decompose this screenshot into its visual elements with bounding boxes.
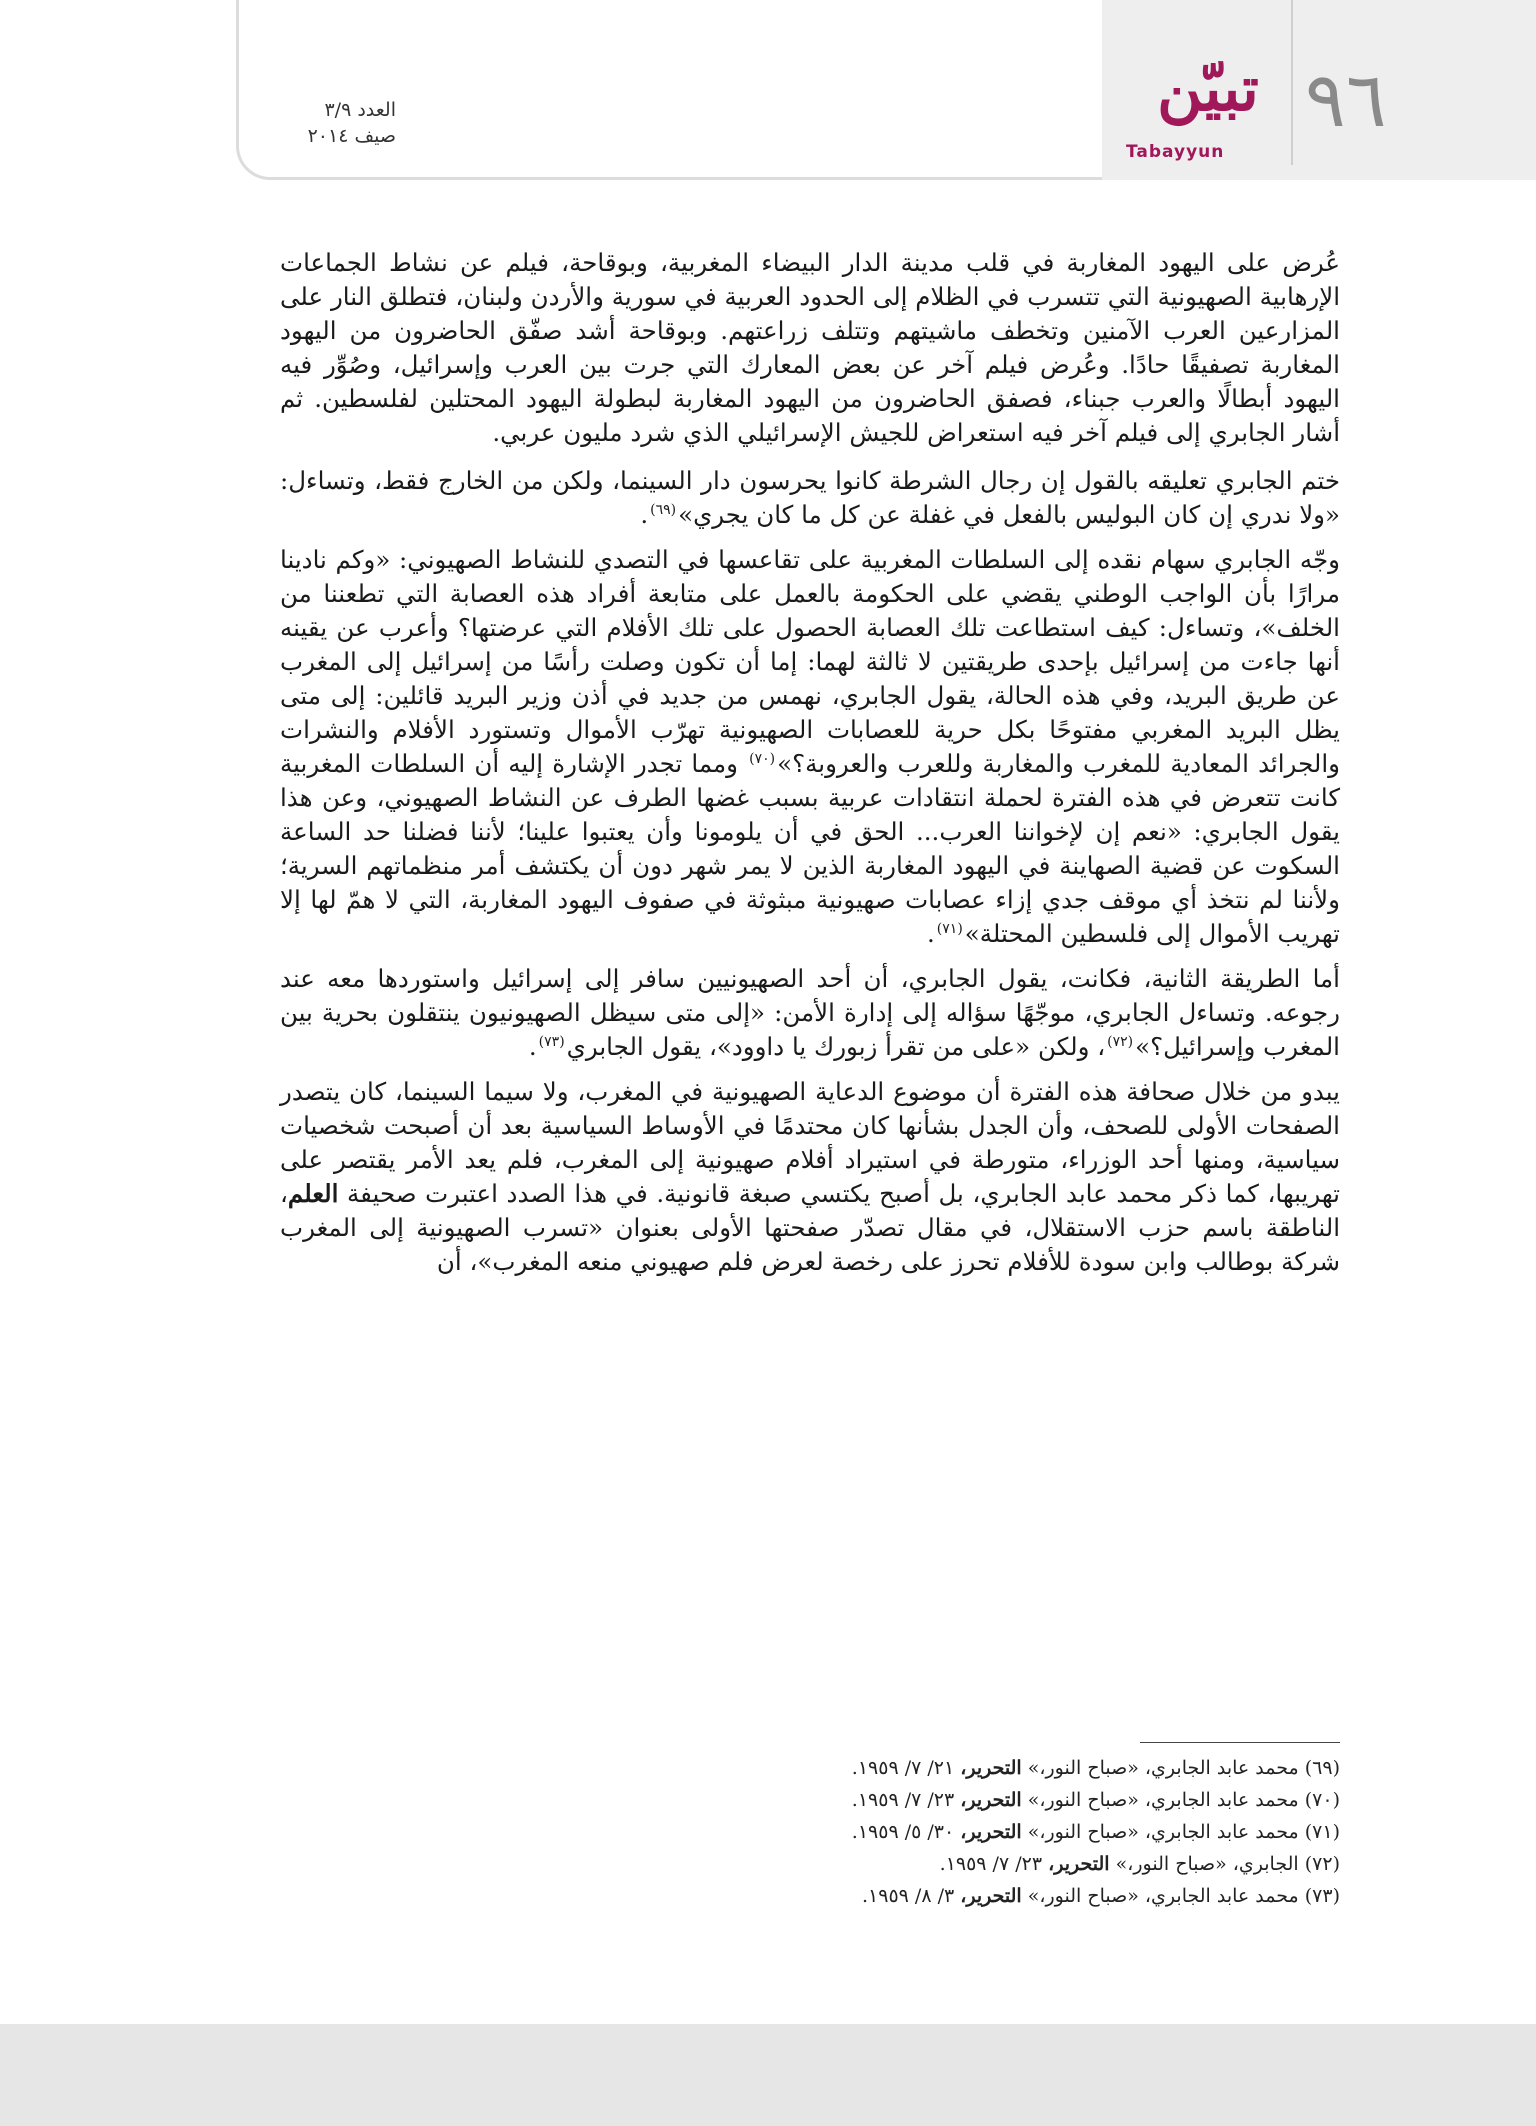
footnote-date: ٢٣/ ٧/ ١٩٥٩. [939,1853,1043,1875]
footnote-num: (٧٢) [1304,1853,1340,1875]
page-number: ٩٦ [1305,55,1387,144]
paragraph-3 [280,543,1340,951]
footnote-72 [500,1848,1340,1880]
paragraph-5-text-after: ، الناطقة باسم حزب الاستقلال، في مقال تصدّر صفحتها الأولى بعنوان «تسرب الصهيونية إلى المغرب شركة بوطالب وابن سودة للأفلام تحرز على رخصة لعرض فلم صهيوني منعه المغرب»، أن [280,1179,1340,1276]
paragraph-5-text-before: يبدو من خلال صحافة هذه الفترة أن موضوع الدعاية الصهيونية في المغرب، ولا سيما السينما، كان يتصدر الصفحات الأولى للصحف، وأن الجدل بشأنها كان محتدمًا في الأوساط السياسية بعد أن أصبحت شخصيات سياسية، ومنها أحد الوزراء، متورطة في استيراد أفلام صهيونية إلى المغرب، فلم يعد الأمر يقتصر على تهريبها، كما ذكر محمد عابد الجابري، بل أصبح يكتسي صبغة قانونية. في هذا الصدد اعتبرت صحيفة [280,1077,1340,1208]
issue-label: العدد ٣/٩ [324,99,396,121]
footnote-author: محمد عابد الجابري، «صباح النور،» [1027,1821,1299,1843]
footnote-separator [1140,1742,1340,1743]
footnote-author: محمد عابد الجابري، «صباح النور،» [1027,1885,1299,1907]
logo-arabic: تبيّن [1157,52,1259,125]
footnote-journal: التحرير، [960,1789,1022,1811]
paragraph-3-tail: ومما تجدر الإشارة إليه أن السلطات المغربية كانت تتعرض في هذه الفترة لحملة انتقادات عربية بسبب غضها الطرف عن النشاط الصهيوني، وعن هذا يقول الجابري: «نعم إن لإخواننا العرب... الحق في أن يلومونا وأن يعتبوا علينا؛ لأننا فضلنا حد الساعة السكوت عن قضية الصهاينة في اليهود المغاربة الذين لا يمر شهر دون أن يكتشف أمر منظماتهم السرية؛ ولأننا لم نتخذ أي موقف جدي إزاء عصابات صهيونية مبثوثة في صفوف اليهود المغاربة، التي لا همّ لها إلا تهريب الأموال إلى فلسطين المحتلة» [280,749,1340,948]
footnote-ref-71[interactable]: (٧١) [936,920,963,937]
paragraph-2-text: ختم الجابري تعليقه بالقول إن رجال الشرطة كانوا يحرسون دار السينما، ولكن من الخارج فقط، وتساءل: «ولا ندري إن كان البوليس بالفعل في غفلة عن كل ما كان يجري» [280,466,1340,529]
footnote-author: محمد عابد الجابري، «صباح النور،» [1027,1789,1299,1811]
footnote-ref-70[interactable]: (٧٠) [749,750,776,767]
footnote-date: ٣٠/ ٥/ ١٩٥٩. [851,1821,955,1843]
footnote-journal: التحرير، [1048,1853,1110,1875]
paragraph-1 [280,246,1340,450]
footnote-date: ٢١/ ٧/ ١٩٥٩. [851,1757,955,1779]
footnote-journal: التحرير، [960,1821,1022,1843]
paragraph-4-text: أما الطريقة الثانية، فكانت، يقول الجابري، أن أحد الصهيونيين سافر إلى إسرائيل واستوردها معه عند رجوعه. وتساءل الجابري، موجّهًا سؤاله إلى إدارة الأمن: «إلى متى سيظل الصهيونيون ينتقلون بحرية بين المغرب وإسرائيل؟» [280,964,1340,1061]
paragraph-3-end: . [927,919,935,948]
article-body [280,246,1340,1290]
footnotes [500,1752,1340,1912]
newspaper-name: العلم [287,1179,339,1208]
paragraph-5 [280,1075,1340,1279]
footnote-71 [500,1816,1340,1848]
footnote-ref-69[interactable]: (٦٩) [650,501,677,518]
paragraph-2 [280,464,1340,532]
footnote-num: (٧٣) [1304,1885,1340,1907]
paragraph-4-mid: ، ولكن «على من تقرأ زبورك يا داوود»، يقول الجابري [566,1032,1106,1061]
footnote-journal: التحرير، [960,1757,1022,1779]
paragraph-4-end: . [528,1032,537,1061]
footnote-date: ٢٣/ ٧/ ١٩٥٩. [851,1789,955,1811]
footnote-ref-72[interactable]: (٧٢) [1107,1033,1134,1050]
issue-info [276,98,396,149]
footnote-journal: التحرير، [960,1885,1022,1907]
footnote-ref-73[interactable]: (٧٣) [538,1033,565,1050]
paragraph-1-text: عُرض على اليهود المغاربة في قلب مدينة الدار البيضاء المغربية، وبوقاحة، فيلم عن نشاط الجماعات الإرهابية الصهيونية التي تتسرب في الظلام إلى الحدود العربية في سورية والأردن ولبنان، فتطلق النار على المزارعين العرب الآمنين وتخطف ماشيتهم وتتلف زراعتهم. وبوقاحة أشد صفّق الحاضرون من اليهود المغاربة تصفيقًا حادًا. وعُرض فيلم آخر عن بعض المعارك التي جرت بين العرب وإسرائيل، وصُوِّر فيه اليهود أبطالًا والعرب جبناء، فصفق الحاضرون من اليهود المغاربة لبطولة اليهود المحتلين لفلسطين. ثم أشار الجابري إلى فيلم آخر فيه استعراض للجيش الإسرائيلي الذي شرد مليون عربي. [280,248,1340,447]
footnote-70 [500,1784,1340,1816]
footnote-date: ٣/ ٨/ ١٩٥٩. [861,1885,955,1907]
paragraph-4 [280,962,1340,1064]
footnote-num: (٧٠) [1304,1789,1340,1811]
footnote-num: (٧١) [1304,1821,1340,1843]
footnote-num: (٦٩) [1304,1757,1340,1779]
bottom-band [0,2024,1536,2126]
paragraph-3-text: وجّه الجابري سهام نقده إلى السلطات المغربية على تقاعسها في التصدي للنشاط الصهيوني: «وكم نادينا مرارًا بأن الواجب الوطني يقضي على الحكومة بالعمل على متابعة أفراد هذه العصابة التي تطعننا من الخلف»، وتساءل: كيف استطاعت تلك العصابة الحصول على تلك الأفلام التي عرضتها؟ وأعرب عن يقينه أنها جاءت من إسرائيل بإحدى طريقتين لا ثالثة لهما: إما أن تكون وصلت رأسًا من إسرائيل إلى المغرب عن طريق البريد، وفي هذه الحالة، يقول الجابري، نهمس من جديد في أذن وزير البريد قائلين: إلى متى يظل البريد المغربي مفتوحًا بكل حرية للعصابات الصهيونية تهرّب الأموال وتستورد الأفلام والنشرات والجرائد المعادية للمغرب والمغاربة وللعرب والعروبة؟» [280,545,1340,778]
footnote-author: الجابري، «صباح النور،» [1115,1853,1299,1875]
footnote-73 [500,1880,1340,1912]
header-divider [1291,0,1293,165]
footnote-author: محمد عابد الجابري، «صباح النور،» [1027,1757,1299,1779]
paragraph-2-end: . [640,500,649,529]
logo-latin: Tabayyun [1126,142,1225,162]
journal-logo [1118,52,1278,164]
footnote-69 [500,1752,1340,1784]
season-label: صيف ٢٠١٤ [307,124,396,147]
